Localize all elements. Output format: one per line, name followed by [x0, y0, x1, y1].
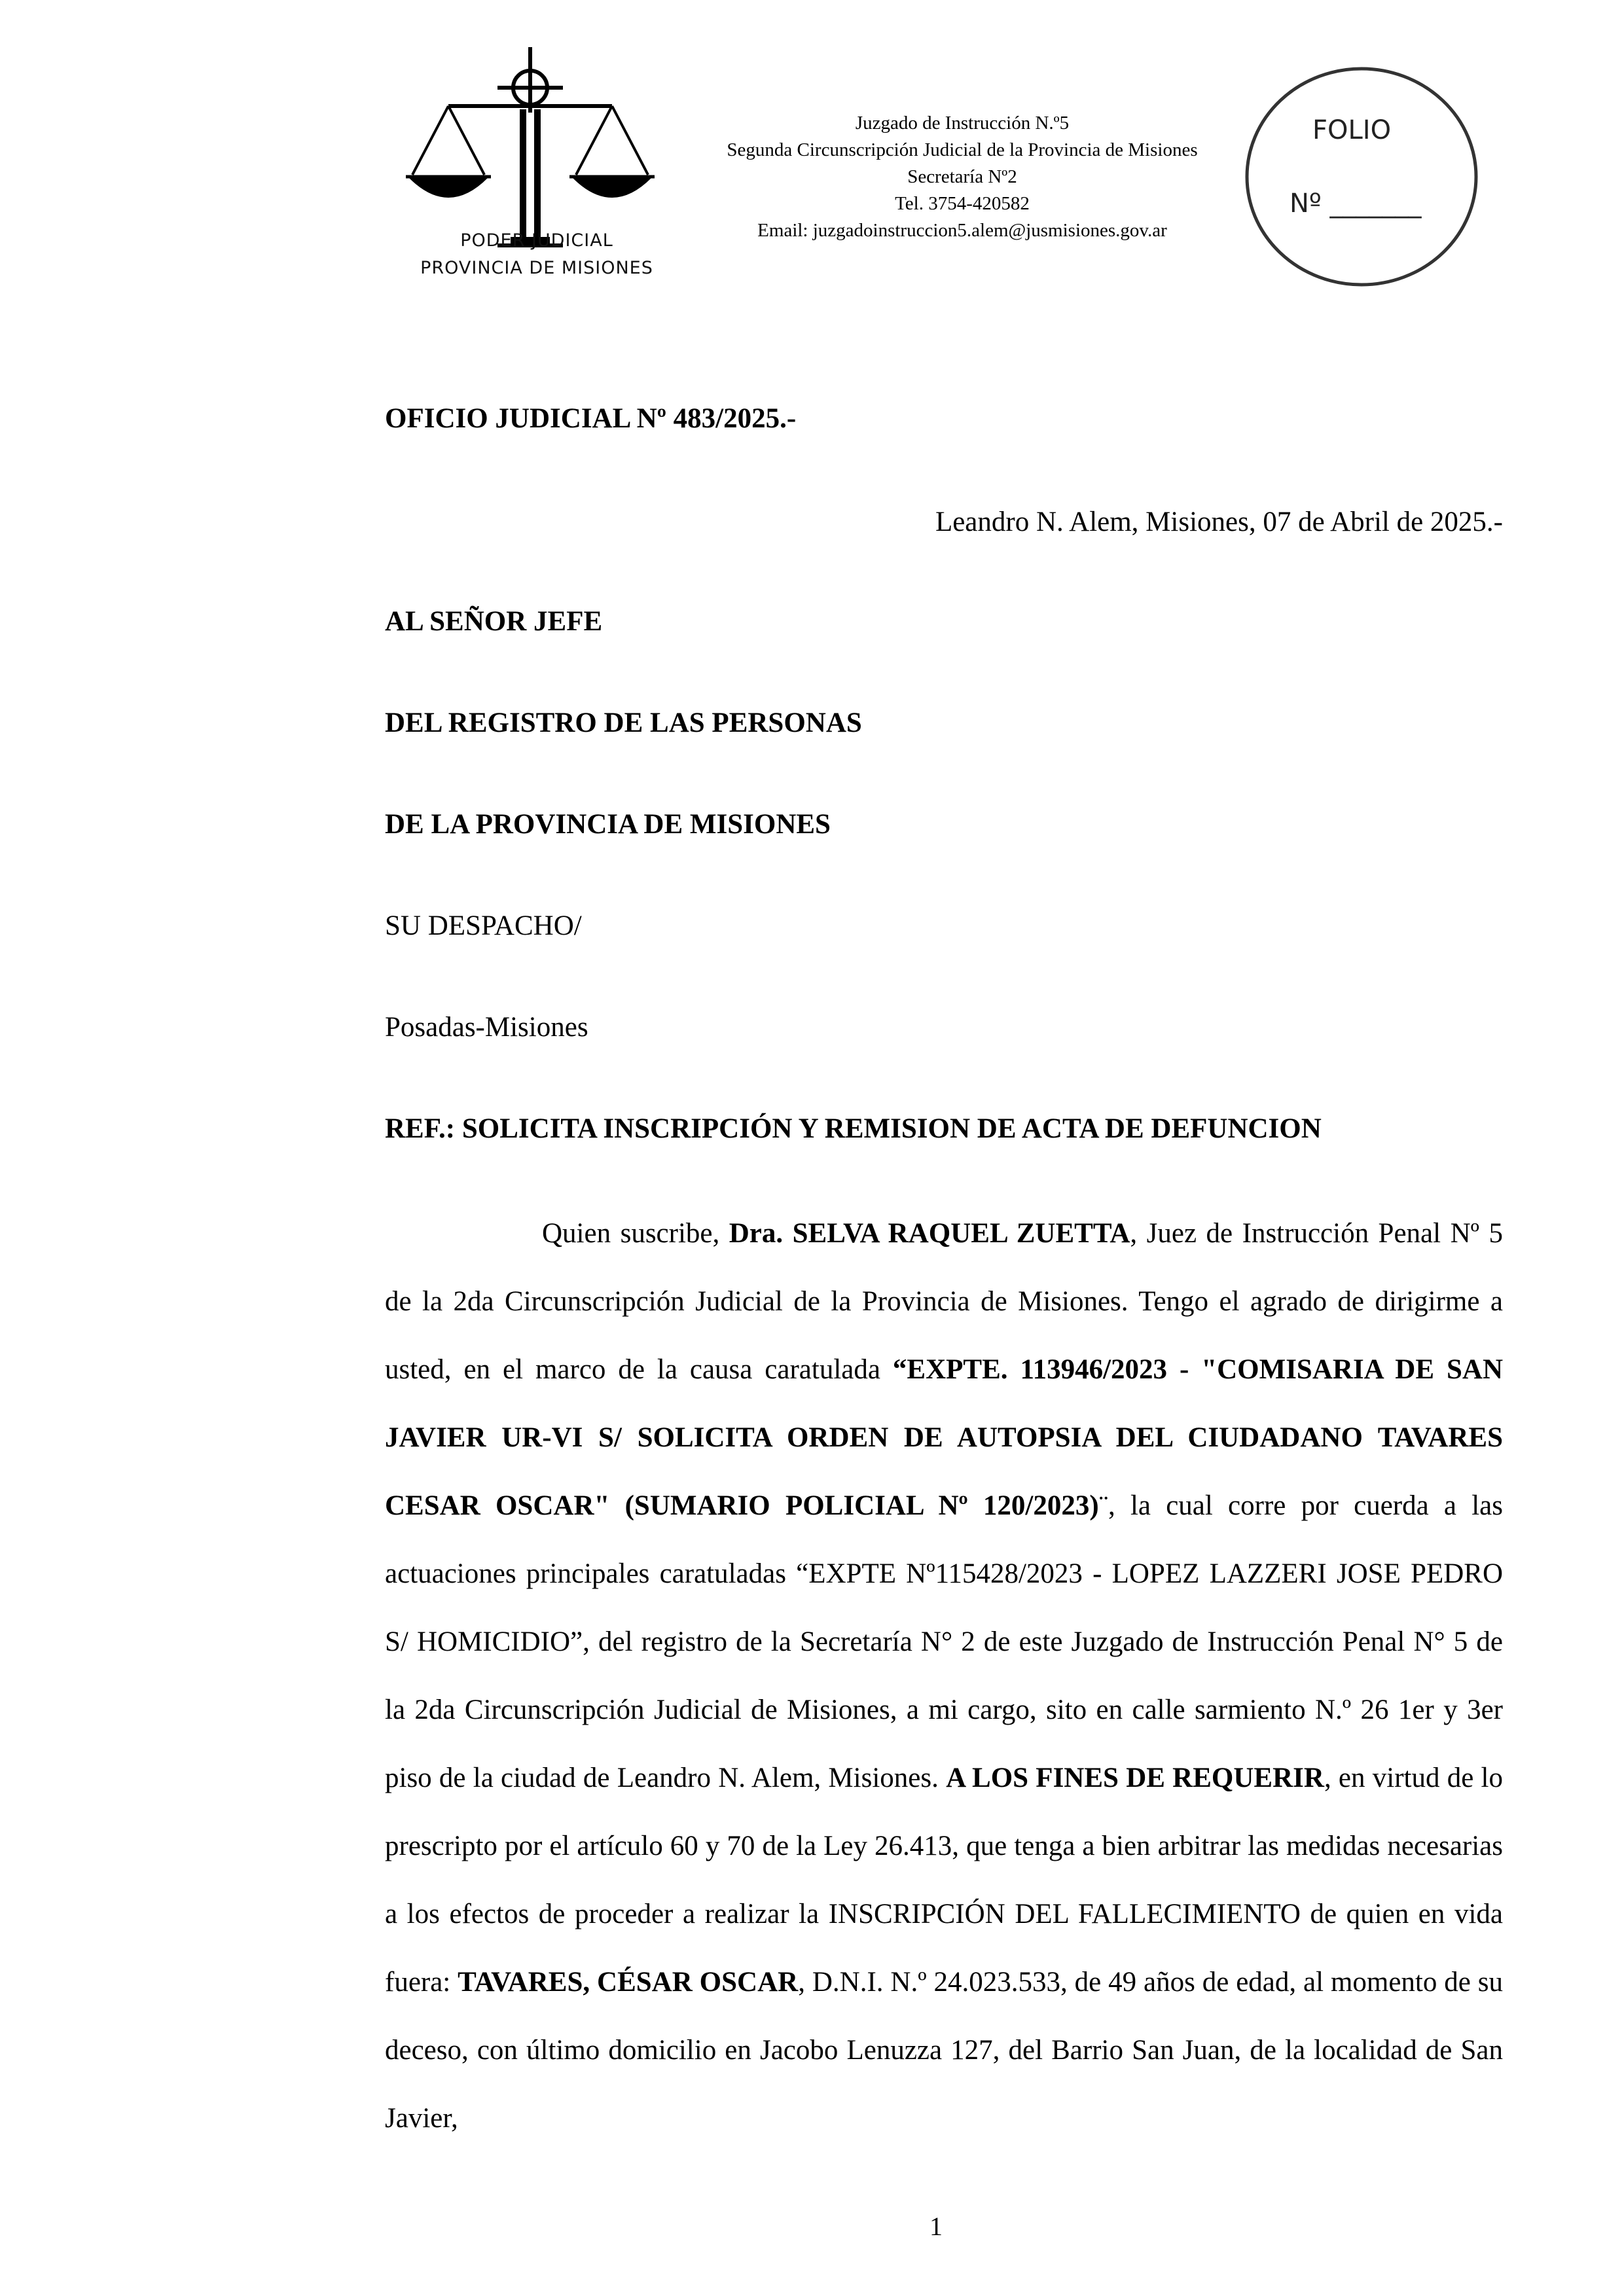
court-email: Email: juzgadoinstruccion5.alem@jusmisiones.gov.ar — [757, 220, 1167, 241]
case-title: “EXPTE. 113946/2023 - "COMISARIA DE SAN JAVIER UR-VI S/ SOLICITA ORDEN DE AUTOPSIA DEL CIUDADANO TAVARES CESAR OSCAR" (SUMARIO POLICIAL Nº 120/2023) — [385, 1354, 1504, 1521]
logo-text-provincia: PROVINCIA DE MISIONES — [420, 258, 653, 278]
deceased-name: TAVARES, CÉSAR OSCAR — [458, 1967, 799, 1998]
despacho-line: SU DESPACHO/ — [385, 910, 582, 941]
body-text-2: , Juez de Instrucción Penal Nº 5 de la 2da Circunscripción Judicial de la Provincia de Misiones. Tengo el agrado de dirigirme a usted, en el marco de la causa caratulada — [385, 1218, 1503, 1385]
body-text-5: , D.N.I. N.º 24.023.533, de 49 años de edad, al momento de su deceso, con último domicilio en Jacobo Lenuzza 127, del Barrio San Juan, de la localidad de San Javier, — [385, 1967, 1503, 2134]
court-name: Juzgado de Instrucción N.º5 — [855, 113, 1070, 134]
request-phrase: A LOS FINES DE REQUERIR — [946, 1763, 1324, 1793]
folio-number-label: Nº _______ — [1290, 188, 1422, 219]
judge-name: Dra. SELVA RAQUEL ZUETTA — [729, 1218, 1130, 1249]
addressee-line-1: AL SEÑOR JEFE — [385, 606, 603, 637]
poder-judicial-logo — [399, 41, 674, 296]
addressee-line-3: DE LA PROVINCIA DE MISIONES — [385, 809, 831, 840]
court-secretaria: Secretaría Nº2 — [907, 166, 1017, 187]
logo-text-poder-judicial: PODER JUDICIAL — [460, 230, 613, 251]
body-text-1: Quien suscribe, — [542, 1218, 729, 1249]
court-header — [648, 110, 1276, 244]
folio-stamp — [1240, 64, 1483, 290]
court-phone: Tel. 3754-420582 — [895, 193, 1030, 214]
body-text-4: , en virtud de lo prescripto por el artículo 60 y 70 de la Ley 26.413, que tenga a bien arbitrar las medidas necesarias a los efectos de proceder a realizar la INSCRIPCIÓN DEL FALLECIMIENTO de quien en vida fuera: — [385, 1763, 1503, 1998]
reference-line: REF.: SOLICITA INSCRIPCIÓN Y REMISION DE ACTA DE DEFUNCION — [385, 1113, 1322, 1144]
place-date: Leandro N. Alem, Misiones, 07 de Abril de 2025.- — [935, 507, 1503, 537]
addressee-line-2: DEL REGISTRO DE LAS PERSONAS — [385, 708, 862, 738]
folio-circle-icon — [1240, 64, 1483, 290]
oficio-title: OFICIO JUDICIAL Nº 483/2025.- — [385, 403, 797, 434]
body-text-3: ¨, la cual corre por cuerda a las actuaciones principales caratuladas “EXPTE Nº115428/2023 - LOPEZ LAZZERI JOSE PEDRO S/ HOMICIDIO”, del registro de la Secretaría N° 2 de este Juzgado de Instrucción Penal N° 5 de la 2da Circunscripción Judicial de Misiones, a mi cargo, sito en calle sarmiento N.º 26 1er y 3er piso de la ciudad de Leandro N. Alem, Misiones. — [385, 1490, 1503, 1793]
folio-label: FOLIO — [1312, 115, 1392, 145]
court-circunscripcion: Segunda Circunscripción Judicial de la Provincia de Misiones — [727, 139, 1198, 160]
city-line: Posadas-Misiones — [385, 1012, 588, 1043]
page-number: 1 — [929, 2212, 943, 2241]
body-paragraph — [385, 1200, 1503, 2153]
